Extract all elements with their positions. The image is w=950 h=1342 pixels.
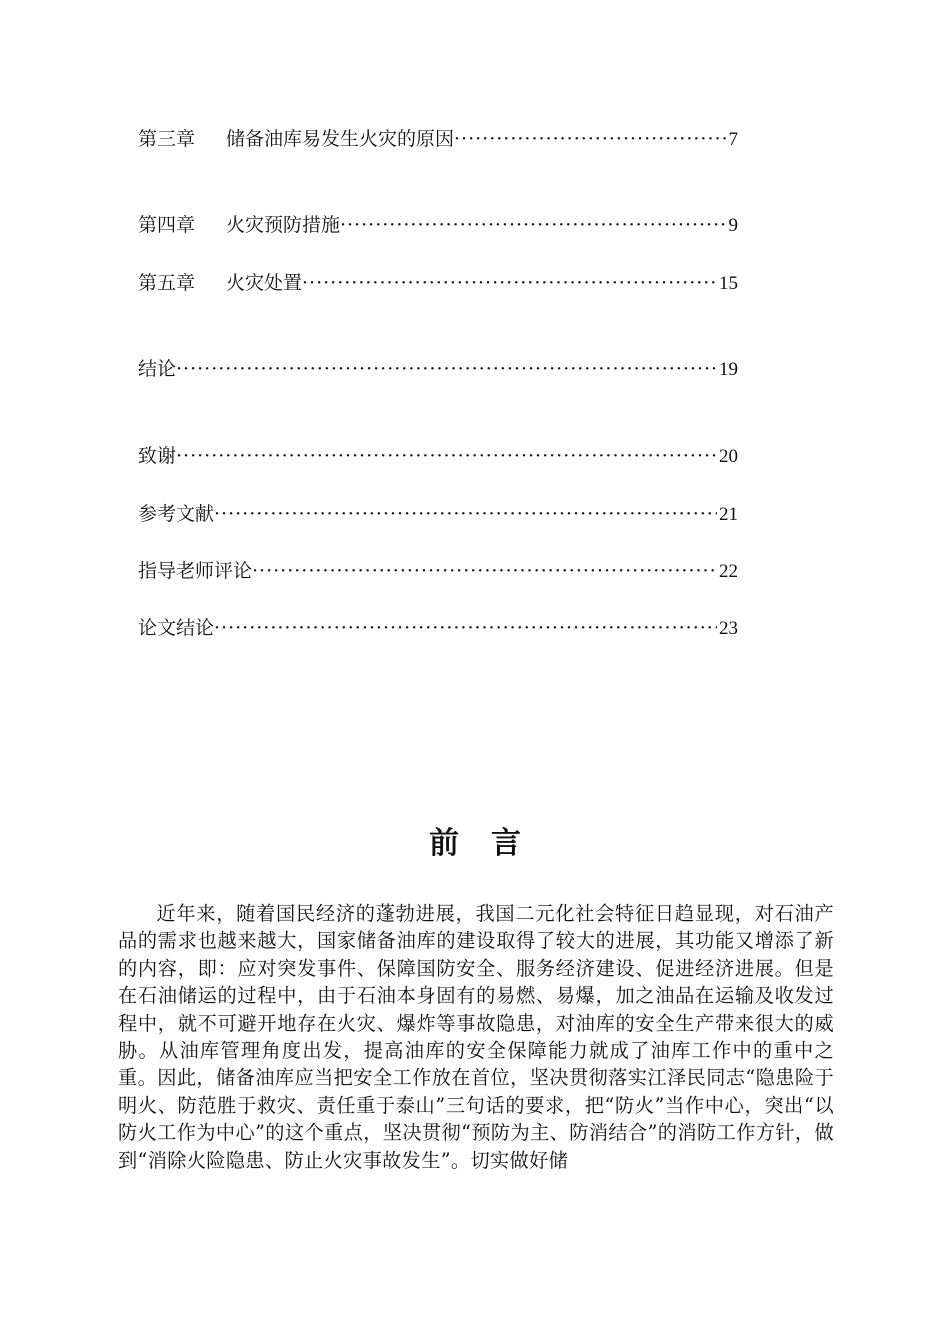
toc-leader-dots	[176, 355, 717, 383]
toc-title: 论文结论	[138, 617, 215, 639]
toc-entry	[138, 557, 738, 585]
toc-page-number: 19	[719, 359, 738, 380]
toc-chapter-label: 第三章	[138, 128, 196, 150]
toc-title: 参考文献	[138, 503, 215, 525]
preface-body-paragraph: 近年来，随着国民经济的蓬勃进展，我国二元化社会特征日趋显现，对石油产品的需求也越来越大，国家储备油库的建设取得了较大的进展，其功能又增添了新的内容，即：应对突发事件、保障国防安全、服务经济建设、促进经济进展。但是在石油储运的过程中，由于石油本身固有的易燃、易爆，加之油品在运输及收发过程中，就不可避开地存在火灾、爆炸等事故隐患，对油库的安全生产带来很大的威胁。从油库管理角度出发，提高油库的安全保障能力就成了油库工作中的重中之重。因此，储备油库应当把安全工作放在首位，坚决贯彻落实江泽民同志“隐患险于明火、防范胜于救灾、责任重于泰山”三句话的要求，把“防火”当作中心，突出“以防火工作为中心”的这个重点，坚决贯彻“预防为主、防消结合”的消防工作方针，做到“消除火险隐患、防止火灾事故发生”。切实做好储	[118, 902, 834, 1172]
toc-title: 火灾处置	[226, 272, 303, 294]
toc-page-number: 20	[719, 446, 738, 467]
toc-page-number: 7	[728, 129, 738, 150]
toc-title: 结论	[138, 358, 177, 380]
toc-page-number: 15	[719, 273, 738, 294]
toc-entry	[138, 614, 738, 642]
toc-chapter-label: 第五章	[138, 272, 196, 294]
toc-leader-dots	[454, 125, 726, 153]
toc-leader-dots	[214, 500, 717, 528]
toc-page-number: 23	[719, 618, 738, 639]
toc-title: 致谢	[138, 445, 177, 467]
toc-page-number: 9	[728, 215, 738, 236]
toc-title: 火灾预防措施	[226, 214, 341, 236]
toc-title: 储备油库易发生火灾的原因	[226, 128, 455, 150]
toc-page-number: 22	[719, 561, 738, 582]
toc-chapter-label: 第四章	[138, 214, 196, 236]
toc-leader-dots	[302, 269, 717, 297]
toc-entry	[138, 269, 738, 297]
toc-entry	[138, 355, 738, 383]
toc-leader-dots	[214, 614, 717, 642]
toc-title: 指导老师评论	[138, 560, 253, 582]
toc-leader-dots	[176, 442, 717, 470]
toc-entry	[138, 211, 738, 239]
toc-entry	[138, 125, 738, 153]
toc-page-number: 21	[719, 504, 738, 525]
toc-leader-dots	[340, 211, 726, 239]
toc-entry	[138, 500, 738, 528]
toc-leader-dots	[252, 557, 717, 585]
toc-entry	[138, 442, 738, 470]
preface-heading: 前言	[429, 826, 553, 861]
